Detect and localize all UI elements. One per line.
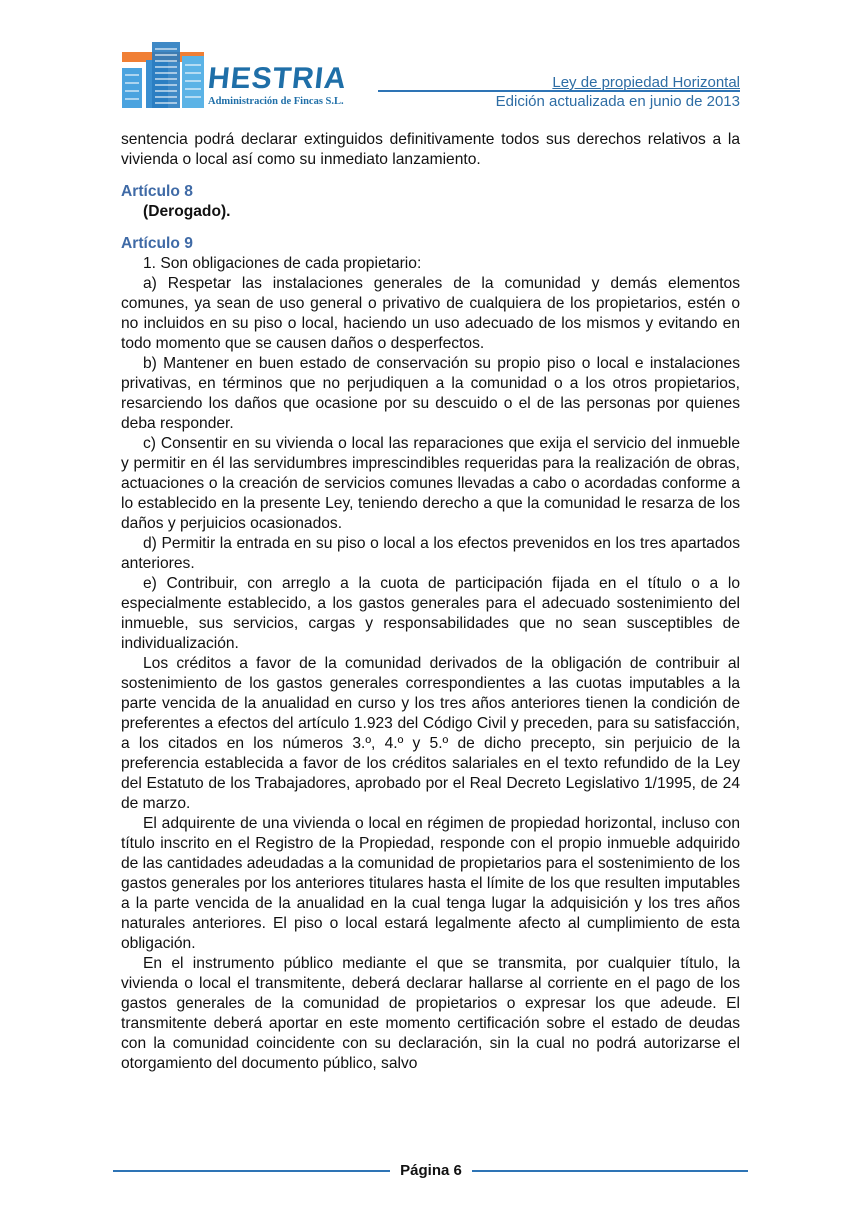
paragraph-b: b) Mantener en buen estado de conservación su propio piso o local e instalaciones privativas, en términos que no perjudiquen a la comunidad o a los otros propietarios, resarciendo los daños que ocasione por su descuido o el de las personas por quienes deba responder. xyxy=(121,355,740,432)
document-title: Ley de propiedad Horizontal xyxy=(552,74,740,91)
logo-subtitle: Administración de Fincas S.L. xyxy=(208,96,344,107)
paragraph-c: c) Consentir en su vivienda o local las reparaciones que exija el servicio del inmueble y permitir en él las servidumbres imprescindibles requeridas para la realización de obras, actuaciones o la creación de servicios comunes llevadas a cabo o acordadas conforme a lo establecido en la presente Ley, teniendo derecho a que la comunidad le resarza de los daños y perjuicios ocasionados. xyxy=(121,435,740,532)
paragraph-creditos: Los créditos a favor de la comunidad derivados de la obligación de contribuir al sostenimiento de los gastos generales correspondientes a las cuotas imputables a la parte vencida de la anualidad en curso y los tres años anteriores tienen la condición de preferentes a efectos del artículo 1.923 del Código Civil y preceden, para su satisfacción, a los citados en los números 3.º, 4.º y 5.º de dicho precepto, sin perjuicio de la preferencia establecida a favor de los créditos salariales en el texto refundido de la Ley del Estatuto de los Trabajadores, aprobado por el Real Decreto Legislativo 1/1995, de 24 de marzo. xyxy=(121,655,740,812)
page-header xyxy=(0,0,862,125)
footer-rule-right xyxy=(472,1170,748,1172)
paragraph-e: e) Contribuir, con arreglo a la cuota de participación fijada en el título o a lo especialmente establecido, a los gastos generales para el adecuado sostenimiento del inmueble, sus servicios, cargas y responsabilidades que no sean susceptibles de individualización. xyxy=(121,575,740,652)
paragraph-d: d) Permitir la entrada en su piso o local a los efectos prevenidos en los tres apartados anteriores. xyxy=(121,535,740,572)
paragraph-a: a) Respetar las instalaciones generales de la comunidad y demás elementos comunes, ya sean de uso general o privativo de cualquiera de los propietarios, estén o no incluidos en su piso o local, haciendo un uso adecuado de los mismos y evitando en todo momento que se causen daños o desperfectos. xyxy=(121,275,740,352)
article-8-text: (Derogado). xyxy=(143,203,231,220)
intro-paragraph: sentencia podrá declarar extinguidos definitivamente todos sus derechos relativos a la vivienda o local así como su inmediato lanzamiento. xyxy=(121,131,740,168)
logo-name: HESTRIA xyxy=(206,62,349,95)
article-8-heading: Artículo 8 xyxy=(121,183,193,200)
company-logo xyxy=(122,40,382,115)
article-9-heading: Artículo 9 xyxy=(121,235,193,252)
paragraph-instrumento: En el instrumento público mediante el que se transmita, por cualquier título, la vivienda o local el transmitente, deberá declarar hallarse al corriente en el pago de los gastos generales de la comunidad de propietarios o expresar los que adeude. El transmitente deberá aportar en este momento certificación sobre el estado de deudas con la comunidad coincidente con su declaración, sin la cual no podrá autorizarse el otorgamiento del documento público, salvo xyxy=(121,955,740,1072)
edition-note: Edición actualizada en junio de 2013 xyxy=(495,93,740,110)
footer-rule-left xyxy=(113,1170,390,1172)
page-body xyxy=(121,130,740,1074)
paragraph-adquirente: El adquirente de una vivienda o local en régimen de propiedad horizontal, incluso con título inscrito en el Registro de la Propiedad, responde con el propio inmueble adquirido de las cantidades adeudadas a la comunidad de propietarios para el sostenimiento de los gastos generales por los anteriores titulares hasta el límite de los que resulten imputables a la parte vencida de la anualidad en la cual tenga lugar la adquisición y los tres años naturales anteriores. El piso o local estará legalmente afecto al cumplimiento de esta obligación. xyxy=(121,815,740,952)
paragraph-1: 1. Son obligaciones de cada propietario: xyxy=(143,255,422,272)
page-number: Página 6 xyxy=(400,1162,462,1179)
page-footer xyxy=(0,1160,862,1184)
building-logo-icon xyxy=(122,40,212,110)
